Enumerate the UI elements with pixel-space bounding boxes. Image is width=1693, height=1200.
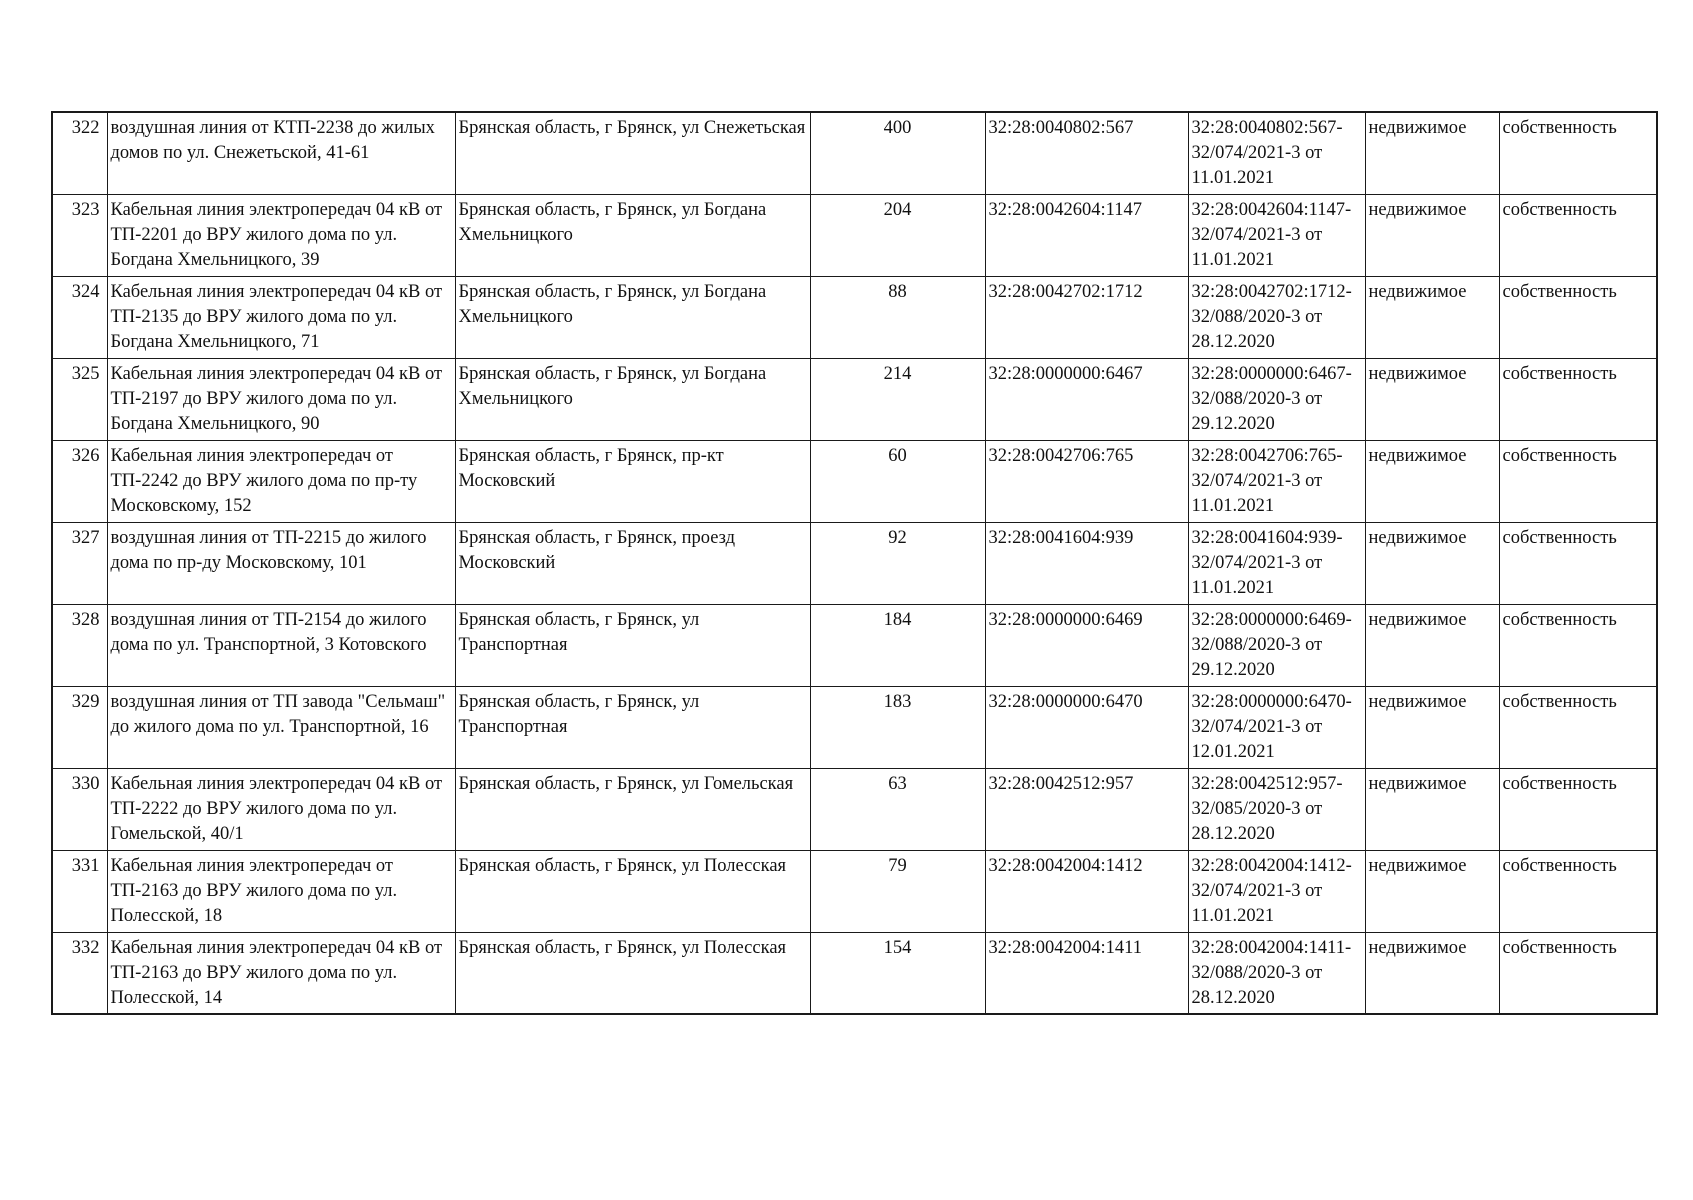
property-type-cell: недвижимое	[1365, 276, 1499, 358]
cadastral-number-cell: 32:28:0000000:6470	[985, 686, 1188, 768]
row-number-cell: 322	[52, 112, 107, 194]
table-row	[52, 604, 1657, 686]
length-cell: 154	[810, 932, 985, 1014]
length-cell: 400	[810, 112, 985, 194]
address-cell: Брянская область, г Брянск, ул Гомельская	[455, 768, 810, 850]
right-type-cell: собственность	[1499, 112, 1657, 194]
length-cell: 183	[810, 686, 985, 768]
table-row	[52, 276, 1657, 358]
right-type-cell: собственность	[1499, 522, 1657, 604]
table-row	[52, 112, 1657, 194]
object-name-cell: воздушная линия от КТП-2238 до жилых домов по ул. Снежетьской, 41-61	[107, 112, 455, 194]
length-cell: 204	[810, 194, 985, 276]
address-cell: Брянская область, г Брянск, пр-кт Московский	[455, 440, 810, 522]
address-cell: Брянская область, г Брянск, ул Богдана Хмельницкого	[455, 276, 810, 358]
property-type-cell: недвижимое	[1365, 194, 1499, 276]
object-name-cell: Кабельная линия электропередач 04 кВ от ТП-2197 до ВРУ жилого дома по ул. Богдана Хмельницкого, 90	[107, 358, 455, 440]
right-type-cell: собственность	[1499, 604, 1657, 686]
right-type-cell: собственность	[1499, 850, 1657, 932]
property-type-cell: недвижимое	[1365, 850, 1499, 932]
cadastral-number-cell: 32:28:0042004:1411	[985, 932, 1188, 1014]
table-row	[52, 932, 1657, 1014]
length-cell: 88	[810, 276, 985, 358]
registration-record-cell: 32:28:0000000:6470-32/074/2021-3 от 12.01.2021	[1188, 686, 1365, 768]
address-cell: Брянская область, г Брянск, ул Транспортная	[455, 604, 810, 686]
right-type-cell: собственность	[1499, 440, 1657, 522]
address-cell: Брянская область, г Брянск, ул Транспортная	[455, 686, 810, 768]
object-name-cell: Кабельная линия электропередач 04 кВ от ТП-2222 до ВРУ жилого дома по ул. Гомельской, 40/1	[107, 768, 455, 850]
row-number-cell: 331	[52, 850, 107, 932]
row-number-cell: 329	[52, 686, 107, 768]
registration-record-cell: 32:28:0042604:1147-32/074/2021-3 от 11.01.2021	[1188, 194, 1365, 276]
table-row	[52, 440, 1657, 522]
cadastral-number-cell: 32:28:0000000:6469	[985, 604, 1188, 686]
registration-record-cell: 32:28:0040802:567-32/074/2021-3 от 11.01.2021	[1188, 112, 1365, 194]
registration-record-cell: 32:28:0000000:6469-32/088/2020-3 от 29.12.2020	[1188, 604, 1365, 686]
object-name-cell: Кабельная линия электропередач 04 кВ от ТП-2201 до ВРУ жилого дома по ул. Богдана Хмельницкого, 39	[107, 194, 455, 276]
property-type-cell: недвижимое	[1365, 522, 1499, 604]
table-row	[52, 522, 1657, 604]
right-type-cell: собственность	[1499, 358, 1657, 440]
registration-record-cell: 32:28:0042706:765-32/074/2021-3 от 11.01.2021	[1188, 440, 1365, 522]
row-number-cell: 330	[52, 768, 107, 850]
right-type-cell: собственность	[1499, 932, 1657, 1014]
cadastral-number-cell: 32:28:0042706:765	[985, 440, 1188, 522]
table-row	[52, 358, 1657, 440]
registry-body	[52, 112, 1657, 1014]
right-type-cell: собственность	[1499, 194, 1657, 276]
document-page	[51, 111, 1656, 1015]
registration-record-cell: 32:28:0042004:1412-32/074/2021-3 от 11.01.2021	[1188, 850, 1365, 932]
cadastral-number-cell: 32:28:0042004:1412	[985, 850, 1188, 932]
object-name-cell: Кабельная линия электропередач от ТП-2242 до ВРУ жилого дома по пр-ту Московскому, 152	[107, 440, 455, 522]
right-type-cell: собственность	[1499, 768, 1657, 850]
object-name-cell: Кабельная линия электропередач 04 кВ от ТП-2135 до ВРУ жилого дома по ул. Богдана Хмельницкого, 71	[107, 276, 455, 358]
length-cell: 214	[810, 358, 985, 440]
table-row	[52, 768, 1657, 850]
length-cell: 63	[810, 768, 985, 850]
registration-record-cell: 32:28:0042512:957-32/085/2020-3 от 28.12.2020	[1188, 768, 1365, 850]
address-cell: Брянская область, г Брянск, проезд Московский	[455, 522, 810, 604]
length-cell: 92	[810, 522, 985, 604]
row-number-cell: 324	[52, 276, 107, 358]
cadastral-number-cell: 32:28:0042702:1712	[985, 276, 1188, 358]
cadastral-number-cell: 32:28:0000000:6467	[985, 358, 1188, 440]
table-row	[52, 194, 1657, 276]
length-cell: 60	[810, 440, 985, 522]
cadastral-number-cell: 32:28:0040802:567	[985, 112, 1188, 194]
row-number-cell: 327	[52, 522, 107, 604]
registration-record-cell: 32:28:0000000:6467-32/088/2020-3 от 29.12.2020	[1188, 358, 1365, 440]
row-number-cell: 332	[52, 932, 107, 1014]
property-type-cell: недвижимое	[1365, 112, 1499, 194]
cadastral-number-cell: 32:28:0041604:939	[985, 522, 1188, 604]
property-type-cell: недвижимое	[1365, 358, 1499, 440]
cadastral-number-cell: 32:28:0042512:957	[985, 768, 1188, 850]
registration-record-cell: 32:28:0042004:1411-32/088/2020-3 от 28.12.2020	[1188, 932, 1365, 1014]
address-cell: Брянская область, г Брянск, ул Богдана Хмельницкого	[455, 358, 810, 440]
length-cell: 184	[810, 604, 985, 686]
table-row	[52, 850, 1657, 932]
property-type-cell: недвижимое	[1365, 604, 1499, 686]
address-cell: Брянская область, г Брянск, ул Снежетьская	[455, 112, 810, 194]
property-registry-table	[51, 111, 1658, 1015]
object-name-cell: Кабельная линия электропередач от ТП-2163 до ВРУ жилого дома по ул. Полесской, 18	[107, 850, 455, 932]
address-cell: Брянская область, г Брянск, ул Полесская	[455, 932, 810, 1014]
right-type-cell: собственность	[1499, 686, 1657, 768]
row-number-cell: 328	[52, 604, 107, 686]
property-type-cell: недвижимое	[1365, 686, 1499, 768]
row-number-cell: 326	[52, 440, 107, 522]
property-type-cell: недвижимое	[1365, 768, 1499, 850]
object-name-cell: воздушная линия от ТП завода "Сельмаш" до жилого дома по ул. Транспортной, 16	[107, 686, 455, 768]
object-name-cell: воздушная линия от ТП-2154 до жилого дома по ул. Транспортной, 3 Котовского	[107, 604, 455, 686]
property-type-cell: недвижимое	[1365, 440, 1499, 522]
row-number-cell: 325	[52, 358, 107, 440]
registration-record-cell: 32:28:0042702:1712-32/088/2020-3 от 28.12.2020	[1188, 276, 1365, 358]
address-cell: Брянская область, г Брянск, ул Полесская	[455, 850, 810, 932]
registration-record-cell: 32:28:0041604:939-32/074/2021-3 от 11.01.2021	[1188, 522, 1365, 604]
object-name-cell: Кабельная линия электропередач 04 кВ от ТП-2163 до ВРУ жилого дома по ул. Полесской, 14	[107, 932, 455, 1014]
cadastral-number-cell: 32:28:0042604:1147	[985, 194, 1188, 276]
object-name-cell: воздушная линия от ТП-2215 до жилого дома по пр-ду Московскому, 101	[107, 522, 455, 604]
length-cell: 79	[810, 850, 985, 932]
row-number-cell: 323	[52, 194, 107, 276]
address-cell: Брянская область, г Брянск, ул Богдана Хмельницкого	[455, 194, 810, 276]
right-type-cell: собственность	[1499, 276, 1657, 358]
table-row	[52, 686, 1657, 768]
property-type-cell: недвижимое	[1365, 932, 1499, 1014]
